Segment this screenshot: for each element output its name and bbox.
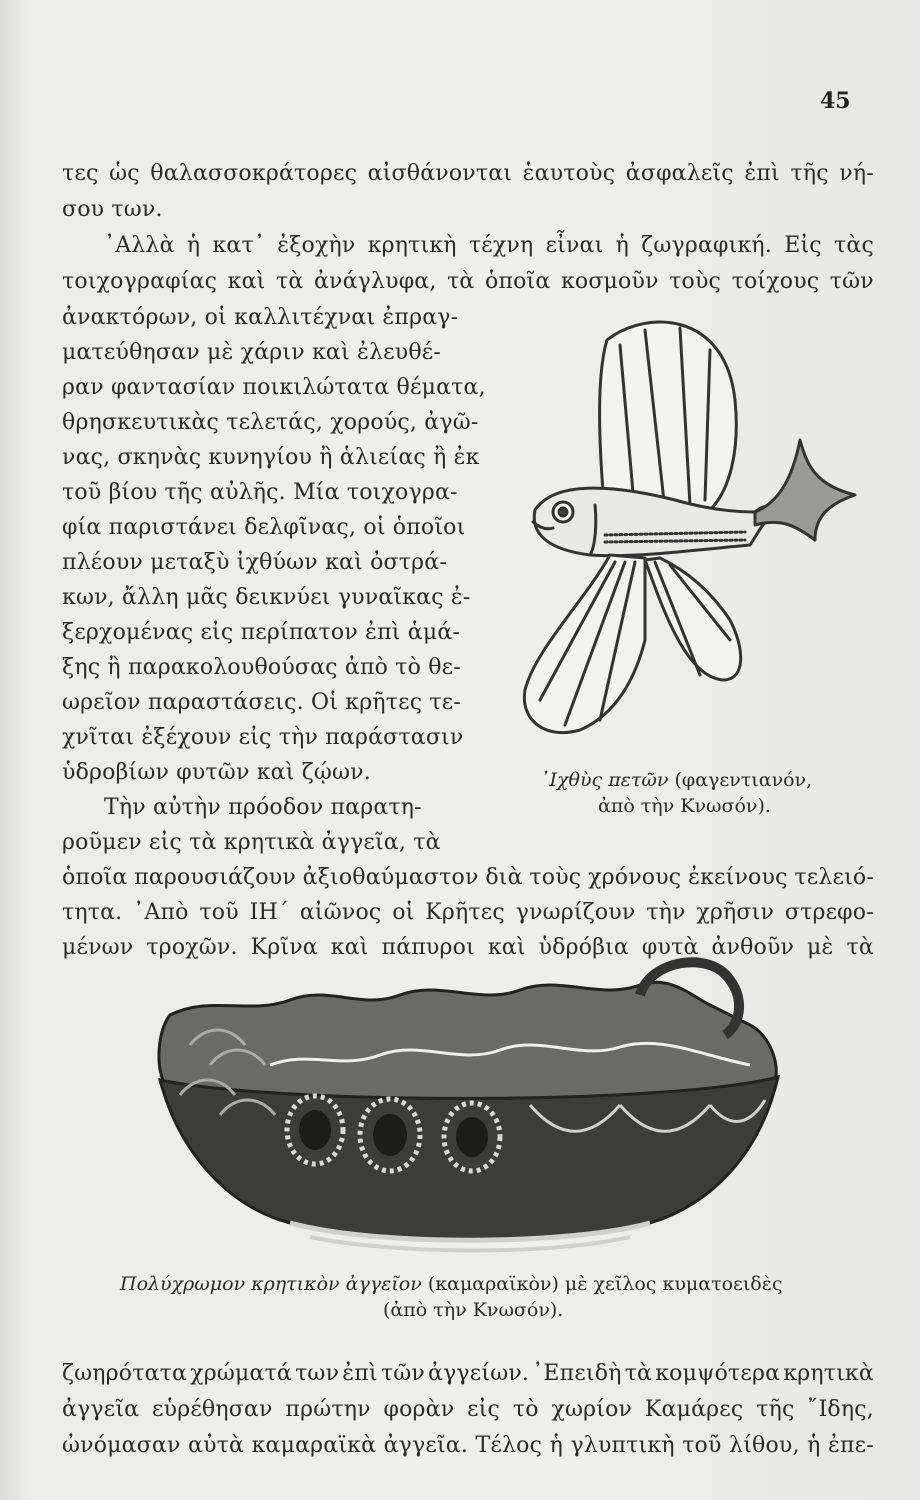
word: τὰ <box>276 269 304 294</box>
word: φυτὰ <box>641 935 699 960</box>
word: γνωρίζουν <box>515 900 636 925</box>
vase-caption-line-1 <box>120 1272 783 1296</box>
word: στρεφο- <box>784 900 874 925</box>
word: ὡς <box>109 161 140 186</box>
word: κομψότερα <box>655 1361 781 1386</box>
word: γλυπτικὴ <box>570 1433 675 1458</box>
word: ᾿Απὸ <box>133 900 189 925</box>
word: μένων <box>62 935 134 960</box>
text-line <box>62 899 874 927</box>
word: Εἰς <box>784 233 822 258</box>
word: ἀγγεῖα. <box>383 1433 469 1458</box>
word: ἡ <box>549 1433 563 1458</box>
word: ἀγγεῖα <box>62 1397 140 1422</box>
word: οἱ <box>392 900 415 925</box>
word: ἑαυτοὺς <box>522 161 616 186</box>
text-line: ξερχομένας εἰς περίπατον ἐπὶ ἁμά- <box>62 620 461 645</box>
word: τοίχους <box>731 269 820 294</box>
word: τροχῶν. <box>146 935 238 960</box>
word: ᾿Επειδὴ <box>532 1361 622 1386</box>
word: ὁποῖα <box>62 865 128 890</box>
text-line <box>62 1360 874 1388</box>
text-line <box>62 1396 874 1424</box>
text-line: σου των. <box>62 197 163 222</box>
text-line: πλέουν μεταξὺ ἰχθύων καὶ ὀστρά- <box>62 550 447 575</box>
word: τῆς <box>790 161 829 186</box>
word: Καμάρες <box>644 1397 744 1422</box>
vase-caption-line-2: (ἀπὸ τὴν Κνωσόν). <box>383 1299 564 1321</box>
word: ἐκείνους <box>688 865 788 890</box>
kamares-vase-illustration <box>150 955 790 1265</box>
word: τοὺς <box>529 865 582 890</box>
word: ἡ <box>186 233 201 258</box>
word: τελειό- <box>794 865 874 890</box>
fish-caption-rest: (φαγεντιανόν, <box>674 769 813 791</box>
word: ζωγραφική. <box>641 233 773 258</box>
word: τέχνη <box>468 233 534 258</box>
word: ἐπὶ <box>342 1361 378 1386</box>
text-line <box>62 160 874 188</box>
word: νή- <box>839 161 874 186</box>
word: ᾿Αλλὰ <box>104 233 175 258</box>
text-line: ωρεῖον παραστάσεις. Οἱ κρῆτες τε- <box>62 690 462 715</box>
text-line: κων, ἄλλη μᾶς δεικνύει γυναῖκας ἐ- <box>62 585 471 610</box>
word: χρώματά <box>190 1361 292 1386</box>
word: ἀξιοθαύμαστον <box>302 865 479 890</box>
word: Κρῖνα <box>250 935 318 960</box>
word: χρῆσιν <box>696 900 775 925</box>
text-line: ροῦμεν εἰς τὰ κρητικὰ ἀγγεῖα, τὰ <box>62 830 441 855</box>
word: φορὰν <box>383 1397 455 1422</box>
fish-caption-title: ᾿Ιχθὺς πετῶν <box>540 769 669 791</box>
word: τοιχογραφίας <box>62 269 218 294</box>
word: τὰς <box>834 233 874 258</box>
flying-fish-illustration <box>495 300 875 760</box>
text-line: ραν φαντασίαν ποικιλώτατα θέματα, <box>62 375 486 400</box>
word: κοσμοῦν <box>560 269 659 294</box>
word: ὑδρόβια <box>538 935 629 960</box>
word: ῎Ιδης, <box>807 1397 874 1422</box>
text-line: ξης ἢ παρακολουθούσας ἀπὸ τὸ θε- <box>62 655 461 680</box>
word: λίθου, <box>729 1433 800 1458</box>
fish-caption-line-2: ἀπὸ τὴν Κνωσόν). <box>598 795 771 817</box>
word: ἐπε- <box>828 1433 874 1458</box>
word: εὑρέθησαν <box>152 1397 273 1422</box>
word: ὁποῖα <box>485 269 551 294</box>
word: τες <box>62 161 99 186</box>
word: χωρίον <box>551 1397 633 1422</box>
word: κρητικὴ <box>367 233 457 258</box>
word: ἡ <box>615 233 630 258</box>
word: ζωηρότατα <box>62 1361 188 1386</box>
vase-caption-title: Πολύχρωμον κρητικὸν ἀγγεῖον <box>120 1273 422 1295</box>
word: τῶν <box>380 1361 425 1386</box>
word: ἐπὶ <box>744 161 780 186</box>
word: ἐξοχὴν <box>277 233 356 258</box>
word: τοῦ <box>199 900 239 925</box>
word: ἀσφαλεῖς <box>625 161 734 186</box>
word: τῆς <box>756 1397 795 1422</box>
word: Τέλος <box>475 1433 543 1458</box>
word: ἀνθοῦν <box>711 935 795 960</box>
word: τὰ <box>624 1361 653 1386</box>
word: αὐτὰ <box>188 1433 245 1458</box>
word: τοῦ <box>682 1433 722 1458</box>
text-line: ματεύθησαν μὲ χάριν καὶ ἐλευθέ- <box>62 340 441 365</box>
word: τὰ <box>447 269 475 294</box>
word: Κρῆτες <box>425 900 505 925</box>
text-line <box>62 864 874 892</box>
word: τητα. <box>62 900 123 925</box>
word: αἰῶνος <box>299 900 382 925</box>
text-line: τοῦ βίου τῆς αὐλῆς. Μία τοιχογρα- <box>62 480 458 505</box>
word: ἀγγείων. <box>428 1361 530 1386</box>
word: καὶ <box>330 935 369 960</box>
text-line: φία παριστάνει δελφῖνας, οἱ ὁποῖοι <box>62 515 466 540</box>
word: ὠνόμασαν <box>62 1433 181 1458</box>
text-line: θρησκευτικὰς τελετάς, χορούς, ἀγῶ- <box>62 410 479 435</box>
word: πρώτην <box>285 1397 371 1422</box>
word: των <box>295 1361 340 1386</box>
word: ΙΗ΄ <box>249 900 290 925</box>
word: ἀνάγλυφα, <box>313 269 437 294</box>
word: κατ᾿ <box>212 233 266 258</box>
vase-caption-rest: (καμαραϊκὸν) μὲ χεῖλος κυματοειδὲς <box>427 1273 783 1295</box>
text-line: χνῖται ἐξέχουν εἰς τὴν παράστασιν <box>62 725 464 750</box>
text-line: νας, σκηνὰς κυνηγίου ἢ ἁλιείας ἢ ἐκ <box>62 445 480 470</box>
word: καμαραϊκὰ <box>251 1433 377 1458</box>
word: καὶ <box>227 269 266 294</box>
word: πάπυροι <box>381 935 475 960</box>
text-line: ὑδροβίων φυτῶν καὶ ζῴων. <box>62 760 371 785</box>
word: καὶ <box>487 935 526 960</box>
fish-caption-line-1 <box>540 768 812 792</box>
word: τοὺς <box>669 269 722 294</box>
word: διὰ <box>485 865 523 890</box>
word: ἡ <box>807 1433 821 1458</box>
page-number: 45 <box>820 88 851 114</box>
word: θαλασσοκράτορες <box>150 161 358 186</box>
text-line: ἀνακτόρων, οἱ καλλιτέχναι ἐπραγ- <box>62 305 459 330</box>
text-line <box>62 268 874 296</box>
word: τὴν <box>646 900 686 925</box>
word: τὰ <box>846 935 874 960</box>
text-line <box>62 1432 874 1460</box>
word: χρόνους <box>588 865 682 890</box>
word: κρητικὰ <box>783 1361 874 1386</box>
word: τῶν <box>829 269 874 294</box>
text-line: Τὴν αὐτὴν πρόοδον παρατη- <box>104 795 422 820</box>
word: εἰς <box>467 1397 501 1422</box>
word: μὲ <box>807 935 834 960</box>
word: αἰσθάνονται <box>367 161 513 186</box>
word: εἶναι <box>545 233 604 258</box>
text-line <box>104 232 874 260</box>
word: παρουσιάζουν <box>134 865 296 890</box>
word: τὸ <box>512 1397 539 1422</box>
